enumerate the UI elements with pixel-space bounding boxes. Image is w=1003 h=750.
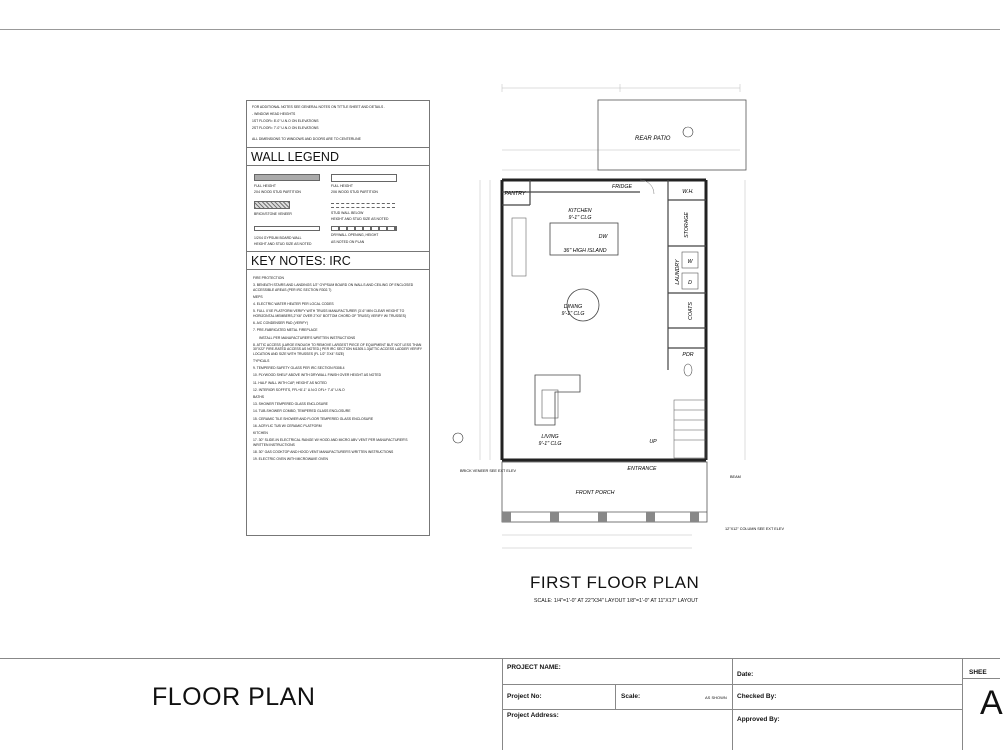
key-note: 9. TEMPERED SAFETY GLASS PER IRC SECTION R308.4 [253,366,345,371]
general-note: - WINDOW HEAD HEIGHTS [252,112,296,117]
room-label-front-porch: FRONT PORCH [575,490,615,496]
note-beam: BEAM [730,475,741,479]
room-label-pantry: PANTRY [504,191,526,197]
room-label-wh: W.H. [682,189,694,195]
section-marker [683,127,693,137]
toilet [684,364,692,376]
legend-swatch-2x4 [254,174,320,181]
title-block-divider [732,709,962,710]
general-note: ALL DIMENSIONS TO WINDOWS AND DOORS ARE TO CENTERLINE [252,136,361,141]
room-label-living: LIVING [541,434,559,440]
section-marker [453,433,463,443]
room-label-fridge: FRIDGE [611,184,633,190]
project-no-label: Project No: [507,693,542,700]
title-block-divider [962,658,963,750]
key-note: 8. ATTIC ACCESS (LARGE ENOUGH TO REMOVE LARGEST PIECE OF EQUIPMENT BUT NOT LESS THAN 30"X22" FIRE-RATED ACCESS AS NOTED.) PER IRC SECTION M1305.1.3(ATTIC ACCESS LADDER VERIFY LOCATION AND SIZE WITH TRUSSES (FL 1/2" 3'X4" SIZE) [253,342,422,356]
staircase [674,400,706,458]
general-notes [247,101,429,148]
coffee-table [542,390,558,418]
title-block-divider [732,658,733,750]
room-label-pdr: PDR [682,352,694,358]
title-block-divider [502,709,732,710]
exterior-walls [502,180,706,460]
legend-swatch-gypsum [254,226,320,231]
key-note: 18. 30" GAS COOKTOP AND HOOD VENT MANUFACTURER'S WRITTEN INSTRUCTIONS [253,449,394,454]
legend-label: HEIGHT AND STUD SIZE AS NOTED [254,242,312,246]
room-ceiling-living: 9'-1" CLG [538,441,562,447]
approved-by-label: Approved By: [737,716,780,723]
date-label: Date: [737,671,754,678]
key-note: 17. 30" SLIDE-IN ELECTRICAL RANGE W/ HOOD AND MICRO ABV VENT PER MANUFACTURER'S WRITTEN INSTRUCTIONS [253,438,408,447]
title-block-border [0,658,1000,659]
legend-label: BRICK/STONE VENEER [254,212,292,216]
legend-label: 2X4 WOOD STUD PARTITION [254,190,301,194]
door-swing [640,180,654,194]
key-note: MEPS [253,294,263,299]
sheet-name: FLOOR PLAN [152,683,316,711]
room-label-kitchen: KITCHEN [568,208,592,214]
title-block-divider [502,658,503,750]
key-note: 16. ACRYLIC TUB W/ CERAMIC PLATFORM [253,423,322,428]
project-name-label: PROJECT NAME: [507,664,561,671]
legend-label: HEIGHT AND STUD SIZE AS NOTED [331,217,389,221]
key-note: 4. ELECTRIC WATER HEATER PER LOCAL CODES [253,302,334,307]
room-label-entrance: ENTRANCE [627,466,657,472]
appliance-label-dw: DW [598,234,608,240]
key-note: 11. HALF WALL WITH CAP, HEIGHT AS NOTED [253,380,327,385]
appliance-label-dryer: D [688,280,692,286]
room-label-storage: STORAGE [684,212,690,238]
room-ceiling-kitchen: 9'-1" CLG [568,215,592,221]
legend-label: 1/2X4 GYPSUM BOARD WALL [254,236,302,240]
title-block-divider [615,684,616,709]
sheet-label: SHEE [969,669,987,676]
sheet-number: A [980,684,1003,722]
key-note: 7. PRE-FABRICATED METAL FIREPLACE [253,328,318,333]
legend-swatch-opening [331,226,397,231]
title-block [0,658,1000,750]
checked-by-label: Checked By: [737,693,777,700]
floor-plan-drawing [430,80,784,560]
key-notes-title: KEY NOTES: IRC [247,252,429,270]
legend-label: DRYWALL OPENING, HEIGHT [331,233,379,237]
key-note: 5. FULL X'XE PLATFORM VERIFY WITH TRUSS MANUFACTURER (3'-6" MIN CLEAR HEIGHT TO HORIZONTAL MEMBERS,2"X6" OVER 2"X4" BOTTOM CHORD OF TRUSS) VERIFY W/ TRUSSES) [253,309,407,318]
project-address-label: Project Address: [507,712,559,719]
key-note: 3. BENEATH STAIRS AND LANDINGS 1/2" GYPSUM BOARD ON WALLS AND CEILING OF ENCLOSED ACCESSIBLE AREAS (PER IRC SECTION R302.7) [253,283,414,292]
general-note: 2ST FLOOR= 7'-0" U.N.O ON ELEVATIONS [252,126,319,131]
general-note: 1ST FLOOR= 8'-0" U.N.O ON ELEVATIONS [252,119,319,124]
key-note: 19. ELECTRIC OVEN WITH MICROWAVE OVEN [253,457,328,462]
key-note: BATHS [253,395,265,399]
kitchen-counter [512,218,526,276]
key-note: INSTALL PER MANUFACTURER'S WRITTEN INSTRUCTIONS [259,335,356,340]
key-note: 6. A/C CONDENSER PAD (VERIFY) [253,321,308,326]
key-note: FIRE PROTECTION [253,276,284,280]
notes-panel [246,100,430,536]
top-border [0,29,1000,30]
plan-scale: SCALE: 1/4"=1'-0" AT 22"X34" LAYOUT 1/8"=1'-0" AT 11"X17" LAYOUT [534,598,699,604]
key-note: 15. CERAMIC TILE SHOWER AND FLOOR TEMPERED GLASS ENCLOSURE [253,416,374,421]
note-column: 12"X12" COLUMN SEE EXT ELEV [725,527,784,531]
key-note: KITCHEN [253,430,268,435]
room-ceiling-dining: 9'-1" CLG [561,311,585,317]
key-notes-list [247,270,429,470]
key-note: 12. INTERIOR SOFFITS, FFL+8'-1" U.N.O OFL+ 7'-6" U.N.O [253,387,345,392]
stair-up-label: UP [649,439,657,445]
key-note: 10. PLYWOOD SHELF ABOVE WITH DRYWALL FINISH OVER HEIGHT AS NOTED [253,373,382,378]
rear-patio-label: REAR PATIO [635,136,671,142]
key-note: 13. SHOWER TEMPERED GLASS ENCLOSURE [253,402,328,407]
rear-patio-outline [598,100,746,170]
room-label-coats: COATS [688,302,694,320]
legend-label: 2X6 WOOD STUD PARTITION [331,190,378,194]
title-block-divider [962,678,1000,679]
scale-value: AS SHOWN [705,695,727,700]
room-label-dining: DINING [563,304,583,310]
title-block-divider [732,684,962,685]
wall-legend-title: WALL LEGEND [247,148,429,166]
key-note: TYPICALS [253,359,270,364]
island-label: 36" HIGH ISLAND [563,248,607,254]
legend-label: FULL HEIGHT [254,184,276,188]
legend-swatch-stud-below [331,203,395,208]
key-note: 14. TUB-SHOWER COMBO, TEMPERED GLASS ENCLOSURE [253,409,351,414]
general-note: FOR ADDITIONAL NOTES SEE GENERAL NOTES ON TITTLE SHEET AND DETAILS . [252,105,386,109]
wall-legend [247,166,429,252]
legend-label: STUD WALL BELOW [331,211,364,215]
legend-label: AS NOTED ON PLAN [331,240,365,244]
legend-swatch-2x6 [331,174,397,182]
note-brick-veneer: BRICK VENEER SEE EXT ELEV [460,469,517,473]
room-label-laundry: LAUNDRY [675,259,681,285]
legend-label: FULL HEIGHT [331,184,353,188]
appliance-label-washer: W [687,259,693,265]
plan-title: FIRST FLOOR PLAN [530,573,700,592]
porch-columns [502,512,699,522]
title-block-divider [502,684,732,685]
legend-swatch-brick [254,201,290,209]
scale-label: Scale: [621,693,641,700]
